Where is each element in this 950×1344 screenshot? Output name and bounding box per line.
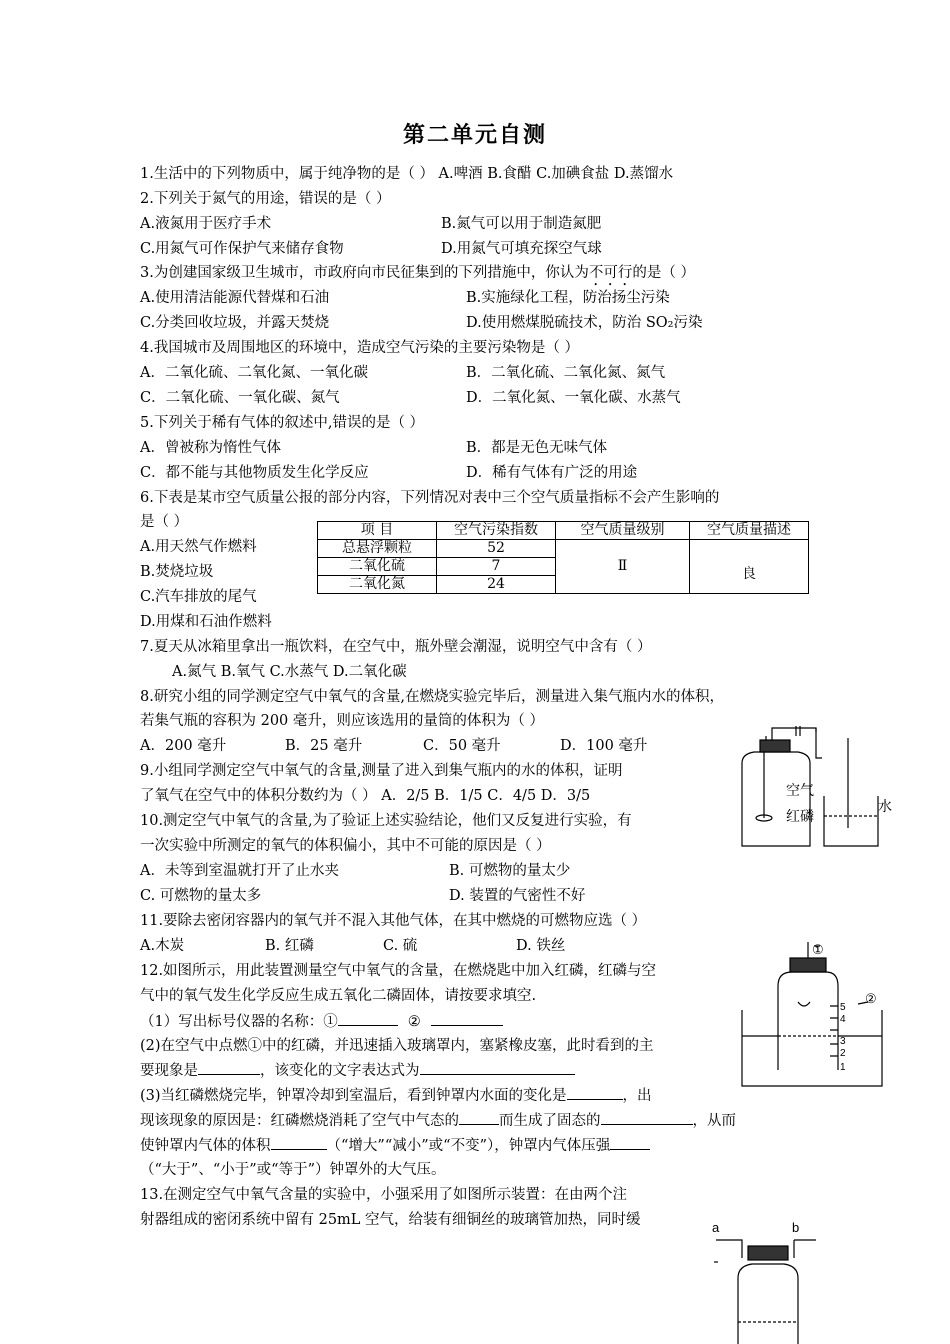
syringe-apparatus-figure — [708, 1218, 828, 1344]
q2-c: C.用氮气可作保护气来储存食物 — [140, 241, 344, 257]
q13-cont: 射器组成的密闭系统中留有 25mL 空气，给装有细铜丝的玻璃管加热，同时缓 — [140, 1212, 641, 1228]
q11-b: B. 红磷 — [265, 938, 314, 954]
q10-c: C. 可燃物的量太多 — [140, 888, 262, 904]
answer-blank[interactable] — [431, 1011, 503, 1026]
bell-jar-figure — [738, 940, 888, 1090]
emphasis-text: 不可行 — [588, 265, 633, 281]
air-quality-table — [317, 521, 809, 594]
q12-3-cont3: （“大于”、“小于”或“等于”）钟罩外的大气压。 — [140, 1162, 446, 1178]
q10-a: A．未等到室温就打开了止水夹 — [140, 863, 339, 879]
table-cell: 24 — [437, 576, 556, 594]
answer-blank[interactable] — [338, 1011, 398, 1026]
q13: 13.在测定空气中氧气含量的实验中，小强采用了如图所示装置：在由两个注 — [140, 1187, 628, 1203]
q12: 12.如图所示，用此装置测量空气中氧气的含量，在燃烧匙中加入红磷，红磷与空 — [140, 963, 657, 979]
q5-c: C．都不能与其他物质发生化学反应 — [140, 465, 369, 481]
table-header: 项 目 — [318, 522, 437, 540]
answer-blank[interactable] — [610, 1135, 650, 1150]
q2-d: D.用氮气可填充探空气球 — [441, 241, 602, 257]
answer-blank[interactable] — [198, 1060, 260, 1075]
q5-b: B．都是无色无味气体 — [466, 440, 608, 456]
q8-a: A．200 毫升 — [140, 738, 227, 754]
table-header: 空气污染指数 — [437, 522, 556, 540]
table-row — [318, 540, 809, 558]
scale-2: 2 — [840, 1048, 846, 1059]
q10-d: D. 装置的气密性不好 — [449, 888, 586, 904]
page-title: 第二单元自测 — [402, 122, 547, 148]
q11-d: D. 铁丝 — [516, 938, 566, 954]
q12-3-cont: 现该现象的原因是：红磷燃烧消耗了空气中气态的 而生成了固态的 ，从而 — [140, 1110, 736, 1131]
q12-1: （1）写出标号仪器的名称：① ② — [140, 1011, 503, 1032]
scale-5: 5 — [840, 1002, 846, 1013]
q3-a: A.使用清洁能源代替煤和石油 — [140, 290, 330, 306]
answer-blank[interactable] — [567, 1085, 623, 1100]
table-cell: 二氧化硫 — [318, 558, 437, 576]
table-header: 空气质量描述 — [690, 522, 809, 540]
table-cell: 二氧化氮 — [318, 576, 437, 594]
q10-b: B. 可燃物的量太少 — [449, 863, 571, 879]
q12-3-cont2: 使钟罩内气体的体积 （“增大”“减小”或“不变”），钟罩内气体压强 — [140, 1135, 650, 1156]
answer-blank[interactable] — [271, 1135, 327, 1150]
q1: 1.生活中的下列物质中，属于纯净物的是（ ） A.啤酒 B.食醋 C.加碘食盐 D.蒸馏水 — [140, 166, 674, 182]
q5-d: D．稀有气体有广泛的用途 — [466, 465, 638, 481]
q6: 6.下表是某市空气质量公报的部分内容，下列情况对表中三个空气质量指标不会产生影响的 — [140, 490, 720, 506]
q10: 10.测定空气中氧气的含量,为了验证上述实验结论，他们又反复进行实验，有 — [140, 813, 632, 829]
label-a: a — [712, 1220, 720, 1235]
q11: 11.要除去密闭容器内的氧气并不混入其他气体，在其中燃烧的可燃物应选（ ） — [140, 913, 647, 929]
table-cell: 7 — [437, 558, 556, 576]
water-label: 水 — [878, 798, 892, 814]
table-cell-level: Ⅱ — [556, 540, 690, 594]
q12-cont: 气中的氧气发生化学反应生成五氧化二磷固体，请按要求填空. — [140, 988, 537, 1004]
q8: 8.研究小组的同学测定空气中氧气的含量,在燃烧实验完毕后，测量进入集气瓶内水的体积， — [140, 689, 724, 705]
q5: 5.下列关于稀有气体的叙述中,错误的是（ ） — [140, 415, 425, 431]
answer-blank[interactable] — [420, 1060, 575, 1075]
q4: 4.我国城市及周围地区的环境中，造成空气污染的主要污染物是（ ） — [140, 340, 579, 356]
q11-a: A.木炭 — [140, 938, 185, 954]
q9: 9.小组同学测定空气中氧气的含量,测量了进入到集气瓶内的水的体积，证明 — [140, 763, 623, 779]
table-header: 空气质量级别 — [556, 522, 690, 540]
scale-1: 1 — [840, 1062, 846, 1073]
air-label: 空气 — [786, 782, 814, 798]
q4-c: C．二氧化硫、一氧化碳、氮气 — [140, 390, 340, 406]
q2-a: A.液氮用于医疗手术 — [140, 216, 272, 232]
scale-3: 3 — [840, 1036, 846, 1047]
q12-2: (2)在空气中点燃①中的红磷，并迅速插入玻璃罩内，塞紧橡皮塞，此时看到的主 — [140, 1038, 654, 1054]
table-cell: 总悬浮颗粒 — [318, 540, 437, 558]
q8-cont: 若集气瓶的容积为 200 毫升，则应该选用的量筒的体积为（ ） — [140, 713, 545, 729]
table-cell: 52 — [437, 540, 556, 558]
q2: 2.下列关于氮气的用途，错误的是（ ） — [140, 191, 391, 207]
q8-b: B．25 毫升 — [285, 738, 363, 754]
q6-cont: 是（ ） — [140, 514, 189, 530]
q10-cont: 一次实验中所测定的氧气的体积偏小，其中不可能的原因是（ ） — [140, 838, 551, 854]
answer-blank[interactable] — [601, 1110, 693, 1125]
q5-a: A．曾被称为惰性气体 — [140, 440, 281, 456]
q8-d: D．100 毫升 — [560, 738, 648, 754]
phosphorus-label: 红磷 — [786, 808, 814, 824]
q12-2-cont: 要现象是 ，该变化的文字表达式为 — [140, 1060, 575, 1081]
q11-c: C. 硫 — [383, 938, 418, 954]
q3-d: D.使用燃煤脱硫技术，防治 SO₂污染 — [466, 315, 703, 331]
q3: 3.为创建国家级卫生城市，市政府向市民征集到的下列措施中，你认为不可行的是（ ） — [140, 265, 695, 281]
q7-options: A.氮气 B.氧气 C.水蒸气 D.二氧化碳 — [172, 664, 407, 680]
phosphorus-apparatus-figure — [728, 718, 904, 850]
q12-3: (3)当红磷燃烧完毕，钟罩冷却到室温后，看到钟罩内水面的变化是 ，出 — [140, 1085, 652, 1106]
q6-d: D.用煤和石油作燃料 — [140, 614, 272, 630]
label-1: ① — [812, 942, 824, 957]
label-b: b — [792, 1220, 800, 1235]
q4-a: A．二氧化硫、二氧化氮、一氧化碳 — [140, 365, 368, 381]
q9-cont: 了氧气在空气中的体积分数约为（ ） A．2/5 B．1/5 C．4/5 D．3/5 — [140, 788, 591, 804]
q7: 7.夏天从冰箱里拿出一瓶饮料，在空气中，瓶外壁会潮湿，说明空气中含有（ ） — [140, 639, 652, 655]
scale-4: 4 — [840, 1014, 846, 1025]
q6-a: A.用天然气作燃料 — [140, 539, 257, 555]
label-2: ② — [865, 991, 877, 1006]
q2-b: B.氮气可以用于制造氮肥 — [441, 216, 602, 232]
table-cell-description: 良 — [690, 540, 809, 594]
table-header-row — [318, 522, 809, 540]
answer-blank[interactable] — [459, 1110, 499, 1125]
q6-c: C.汽车排放的尾气 — [140, 589, 257, 605]
q8-c: C．50 毫升 — [423, 738, 501, 754]
q3-b: B.实施绿化工程，防治扬尘污染 — [466, 290, 670, 306]
q6-b: B.焚烧垃圾 — [140, 564, 214, 580]
q4-b: B．二氧化硫、二氧化氮、氮气 — [466, 365, 666, 381]
q4-d: D．二氧化氮、一氧化碳、水蒸气 — [466, 390, 681, 406]
q3-c: C.分类回收垃圾，并露天焚烧 — [140, 315, 330, 331]
